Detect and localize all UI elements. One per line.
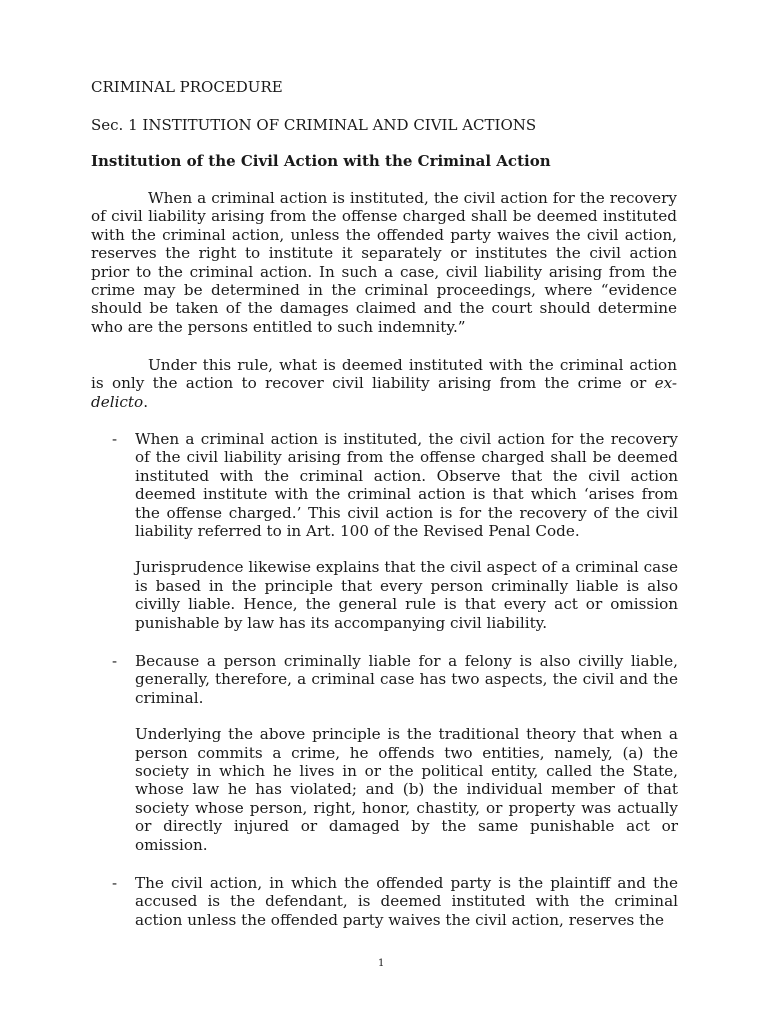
bullet-1-subparagraph: Jurisprudence likewise explains that the civil aspect of a criminal case is based in the principle that every person criminally liable is also civilly liable. Hence, the general rule is that every act or omission punishable by law has its accompanying civil liability. — [135, 558, 678, 632]
bullet-item-1 — [112, 430, 678, 632]
paragraph-2-text: Under this rule, what is deemed instituted with the criminal action is only the action to recover civil liability arising from the crime or — [91, 356, 677, 393]
paragraph-2-end: . — [143, 392, 149, 411]
section-heading: Sec. 1 INSTITUTION OF CRIMINAL AND CIVIL ACTIONS — [91, 116, 537, 134]
bullet-item-2 — [112, 652, 678, 854]
bullet-2-subparagraph: Underlying the above principle is the traditional theory that when a person commits a crime, he offends two entities, namely, (a) the society in which he lives in or the political entity, called the State, whose law he has violated; and (b) the individual member of that society whose person, right, honor, chastity, or property was actually or directly injured or damaged by the same punishable act or omission. — [135, 725, 678, 854]
paragraph-1 — [91, 189, 677, 336]
bullet-1-text: When a criminal action is instituted, the civil action for the recovery of the civil liability arising from the offense charged shall be deemed instituted with the criminal action. Observe that the civil action deemed institute with the criminal action is that which ‘arises from the offense charged.’ This civil action is for the recovery of the civil liability referred to in Art. 100 of the Revised Penal Code. — [135, 430, 678, 541]
paragraph-2 — [91, 356, 677, 411]
paragraph-2-italic-term: ex-delicto — [91, 374, 677, 411]
bullet-dash: - — [112, 430, 118, 448]
paragraph-1-text: When a criminal action is instituted, the civil action for the recovery of civil liability arising from the offense charged shall be deemed instituted with the criminal action, unless the offended party waives the civil action, reserves the right to institute it separately or institutes the civil action prior to the criminal action. In such a case, civil liability arising from the crime may be determined in the criminal proceedings, where “evidence should be taken of the damages claimed and the court should determine who are the persons entitled to such indemnity.” — [91, 189, 677, 336]
bullet-2-text: Because a person criminally liable for a felony is also civilly liable, generally, therefore, a criminal case has two aspects, the civil and the criminal. — [135, 652, 678, 707]
page-number: 1 — [378, 958, 385, 969]
bullet-3-text: The civil action, in which the offended party is the plaintiff and the accused is the defendant, is deemed instituted with the criminal action unless the offended party waives the civil action, reserves the — [135, 874, 678, 929]
bullet-item-3 — [112, 874, 678, 929]
document-title: CRIMINAL PROCEDURE — [91, 78, 283, 96]
bullet-dash: - — [112, 652, 118, 670]
bullet-dash: - — [112, 874, 118, 892]
subheading: Institution of the Civil Action with the Criminal Action — [91, 152, 551, 170]
